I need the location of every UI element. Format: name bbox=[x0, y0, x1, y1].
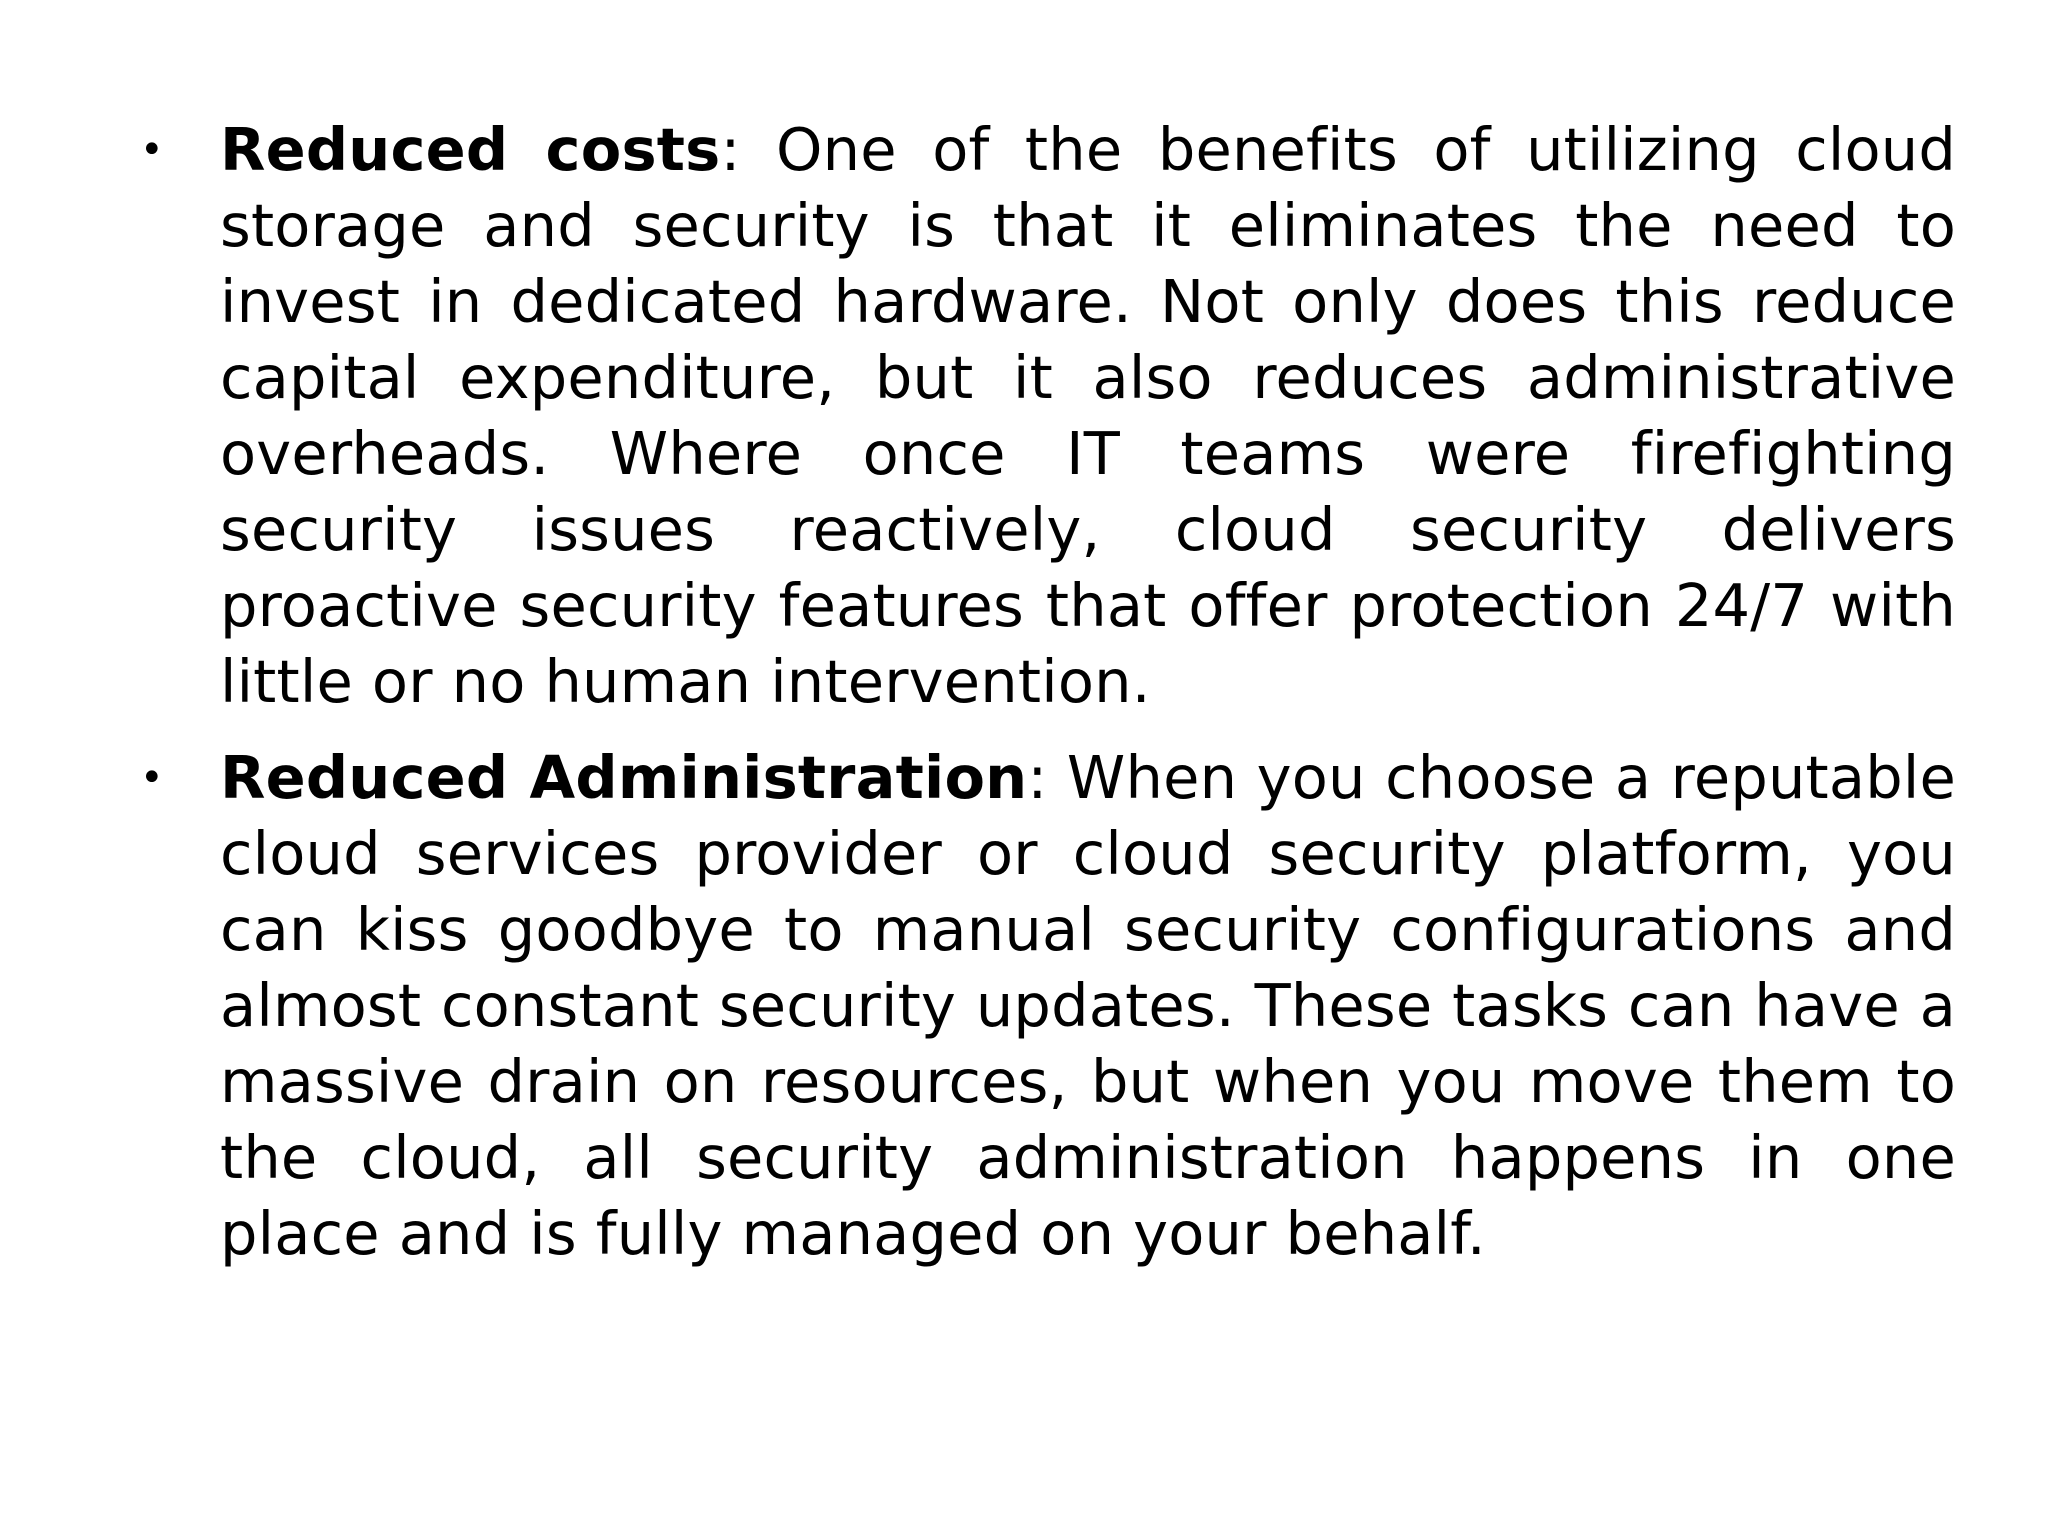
bullet-separator: : bbox=[720, 115, 741, 184]
bullet-list bbox=[140, 112, 1956, 1292]
bullet-icon: • bbox=[140, 127, 164, 173]
bullet-term: Reduced Administration bbox=[220, 743, 1028, 812]
bullet-icon: • bbox=[140, 755, 164, 801]
bullet-text: One of the benefits of utilizing cloud storage and security is that it eliminates the need to invest in dedicated hardware. Not only does this reduce capital expenditure, but it also reduces administrative overheads. Where once IT teams were firefighting security issues reactively, cloud security delivers proactive security features that offer protection 24/7 with little or no human intervention. bbox=[220, 115, 1956, 716]
bullet-item-reduced-administration bbox=[140, 740, 1956, 1272]
bullet-item-reduced-costs bbox=[140, 112, 1956, 720]
bullet-separator: : bbox=[1027, 743, 1048, 812]
bullet-term: Reduced costs bbox=[220, 115, 721, 184]
bullet-text: When you choose a reputable cloud services provider or cloud security platform, you can kiss goodbye to manual security configurations and almost constant security updates. These tasks can have a massive drain on resources, but when you move them to the cloud, all security administration happens in one place and is fully managed on your behalf. bbox=[220, 743, 1956, 1268]
